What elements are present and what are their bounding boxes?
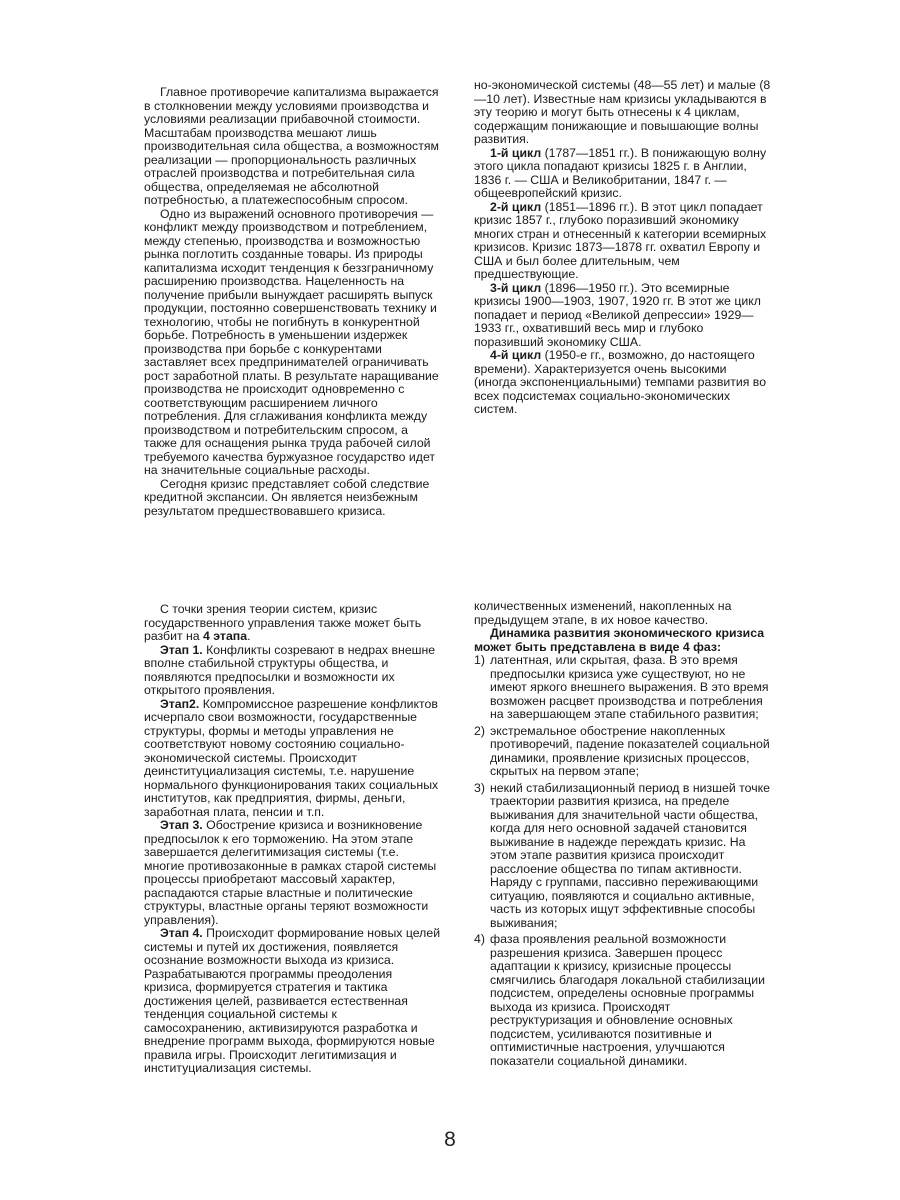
cycle-2-text: (1851—1896 гг.). В этот цикл попадает кризис 1857 г., глубоко поразивший экономику многих стран и отнесенный к категории всемирных кризисов. Кризис 1873—1878 гг. охватил Европу и США и был более длительным, чем предшествующие. (474, 199, 767, 281)
paragraph: Одно из выражений основного противоречия — конфликт между производством и потреблением, между степенью, производства и возможностью рынка поглотить созданные товары. Из природы капитализма исходит тенденция к беззграничному расширению производства. Нацеленность на получение прибыли вынуждает расширять выпуск продукции, постоянно совершенствовать технику и технологию, чтобы не погибнуть в конкурентной борьбе. Потребность в уменьшении издержек производства при борьбе с конкурентами заставляет всех предпринимателей ограничивать рост заработной платы. В результате наращивание производства не происходит одновременно с соответствующим расширением личного потребления. Для сглаживания конфликта между производством и потребительским спросом, а также для оснащения рынка труда рабочей силой требуемого качества буржуазное государство идет на значительные социальные расходы. (144, 206, 439, 477)
item-number: 1) (474, 653, 485, 667)
stage-1-label: Этап 1. (160, 642, 203, 657)
cycle-2-paragraph (474, 201, 771, 282)
stage-3-paragraph (144, 819, 441, 927)
phases-list (474, 654, 771, 1068)
cycle-3-label: 3-й цикл (490, 280, 542, 295)
top-left-column (144, 86, 441, 518)
stage-4-text: Происходит формирование новых целей системы и путей их достижения, появляется осознание возможности выхода из кризиса. Разрабатываются программы преодоления кризиса, формируется стратегия и тактика достижения целей, развивается естественная тенденция социальной системы к самосохранению, активизируются разработка и внедрение программ выхода, формируются новые правила игры. Происходит легитимизация и институциализация системы. (144, 926, 441, 1075)
cycle-1-paragraph (474, 147, 771, 201)
intro-bold: 4 этапа (203, 629, 248, 643)
bottom-right-column (474, 600, 771, 1071)
item-text: экстремальное обострение накопленных противоречий, падение показателей социальной динамики, проявление кризисных процессов, скрытых на первом этапе; (490, 723, 770, 778)
bottom-left-column (144, 603, 441, 1076)
cycle-2-label: 2-й цикл (490, 199, 542, 214)
stage-2-label: Этап2. (160, 696, 200, 711)
list-item (474, 654, 771, 722)
list-item (474, 782, 771, 931)
cycle-4-paragraph (474, 349, 771, 417)
cycle-3-paragraph (474, 282, 771, 350)
stage-2-text: Компромиссное разрешение конфликтов исчерпало свои возможности, государственные структуры, формы и методы управления не соответствуют новому состоянию социально-экономической системы. Происходит деинституциализация системы, т.е. нарушение нормального функционирования таких социальных институтов, как предприятия, фирмы, деньги, заработная плата, пенсии и т.п. (144, 696, 439, 819)
cycle-1-text: (1787—1851 гг.). В понижающую волну этого цикла попадают кризисы 1825 г. в Англии, 1836 г. — США и Великобритании, 1847 г. — общеевропейский кризис. (474, 145, 767, 200)
cycle-3-text: (1896—1950 гг.). Это всемирные кризисы 1900—1903, 1907, 1920 гг. В этот же цикл попадает и период «Великой депрессии» 1929—1933 гг., охвативший весь мир и глубоко поразивший экономику США. (474, 280, 761, 349)
cycle-4-label: 4-й цикл (490, 348, 542, 362)
stage-4-label: Этап 4. (160, 926, 203, 940)
list-item (474, 725, 771, 779)
cycle-1-label: 1-й цикл (490, 145, 542, 160)
paragraph: количественных изменений, накопленных на предыдущем этапе, в их новое качество. (474, 599, 732, 627)
phases-heading: Динамика развития экономического кризиса может быть представлена в виде 4 фаз: (474, 626, 765, 654)
item-number: 3) (474, 780, 485, 795)
intro-end: . (247, 629, 251, 643)
stage-1-text: Конфликты созревают в недрах внешне вполне стабильной структуры общества, и появляются предпосылки и возможности их открытого проявления. (144, 642, 436, 697)
stage-1-paragraph (144, 644, 441, 698)
stage-3-label: Этап 3. (160, 818, 203, 832)
top-right-column (474, 79, 771, 417)
item-text: латентная, или скрытая, фаза. В это время предпосылки кризиса уже существуют, но не имеют яркого внешнего выражения. В это время возможен расцвет производства и потребления на завершающем этапе стабильного развития; (490, 653, 769, 721)
paragraph: Главное противоречие капитализма выражается в столкновении между условиями производства и условиями реализации прибавочной стоимости. Масштабам производства мешают лишь производительная сила общества, а возможностям реализации — пропорциональность различных отраслей производства и потребительная сила общества, определяемая не абсолютной потребностью, а платежеспособным спросом. (144, 85, 439, 207)
page-number: 8 (444, 1128, 456, 1151)
list-item (474, 933, 771, 1068)
stage-3-text: Обострение кризиса и возникновение предпосылок к его торможению. На этом этапе завершается делегитимизация системы (т.е. многие противозаконные в рамках старой системы процессы приобретают массовый характер, распадаются старые властные и политические структуры, властные органы теряют возможности управления). (144, 818, 437, 927)
intro-paragraph (144, 603, 441, 644)
item-text: фаза проявления реальной возможности разрешения кризиса. Завершен процесс адаптации к кризису, кризисные процессы смягчились благодаря локальной стабилизации подсистем, определены основные программы выхода из кризиса. Происходят реструктуризация и обновление основных подсистем, усиливаются позитивные и оптимистичные настроения, улучшаются показатели социальной динамики. (490, 932, 765, 1068)
stage-4-paragraph (144, 927, 441, 1076)
item-number: 2) (474, 723, 485, 738)
intro-text: С точки зрения теории систем, кризис государственного управления также может быть разбит на (144, 602, 422, 643)
cycle-4-text: (1950-е гг., возможно, до настоящего времени). Характеризуется очень высокими (иногда экспоненциальными) темпами развития во всех подсистемах социально-экономических систем. (474, 348, 767, 416)
item-text: некий стабилизационный период в низшей точке траектории развития кризиса, на пределе выживания для значительной части общества, когда для него основной задачей становится выживание в надежде переждать кризис. На этом этапе развития кризиса происходит расслоение общества по типам активности. Наряду с группами, пассивно переживающими ситуацию, появляются и социально активные, часть из которых ищут эффективные способы выживания; (490, 780, 770, 930)
stage-2-paragraph (144, 698, 441, 820)
paragraph: Сегодня кризис представляет собой следствие кредитной экспансии. Он является неизбежным результатом предшествовавшего кризиса. (144, 476, 430, 518)
item-number: 4) (474, 932, 485, 946)
paragraph: но-экономической системы (48—55 лет) и малые (8—10 лет). Известные нам кризисы укладываются в эту теорию и могут быть отнесены к 4 циклам, содержащим понижающие и повышающие волны развития. (474, 78, 771, 146)
